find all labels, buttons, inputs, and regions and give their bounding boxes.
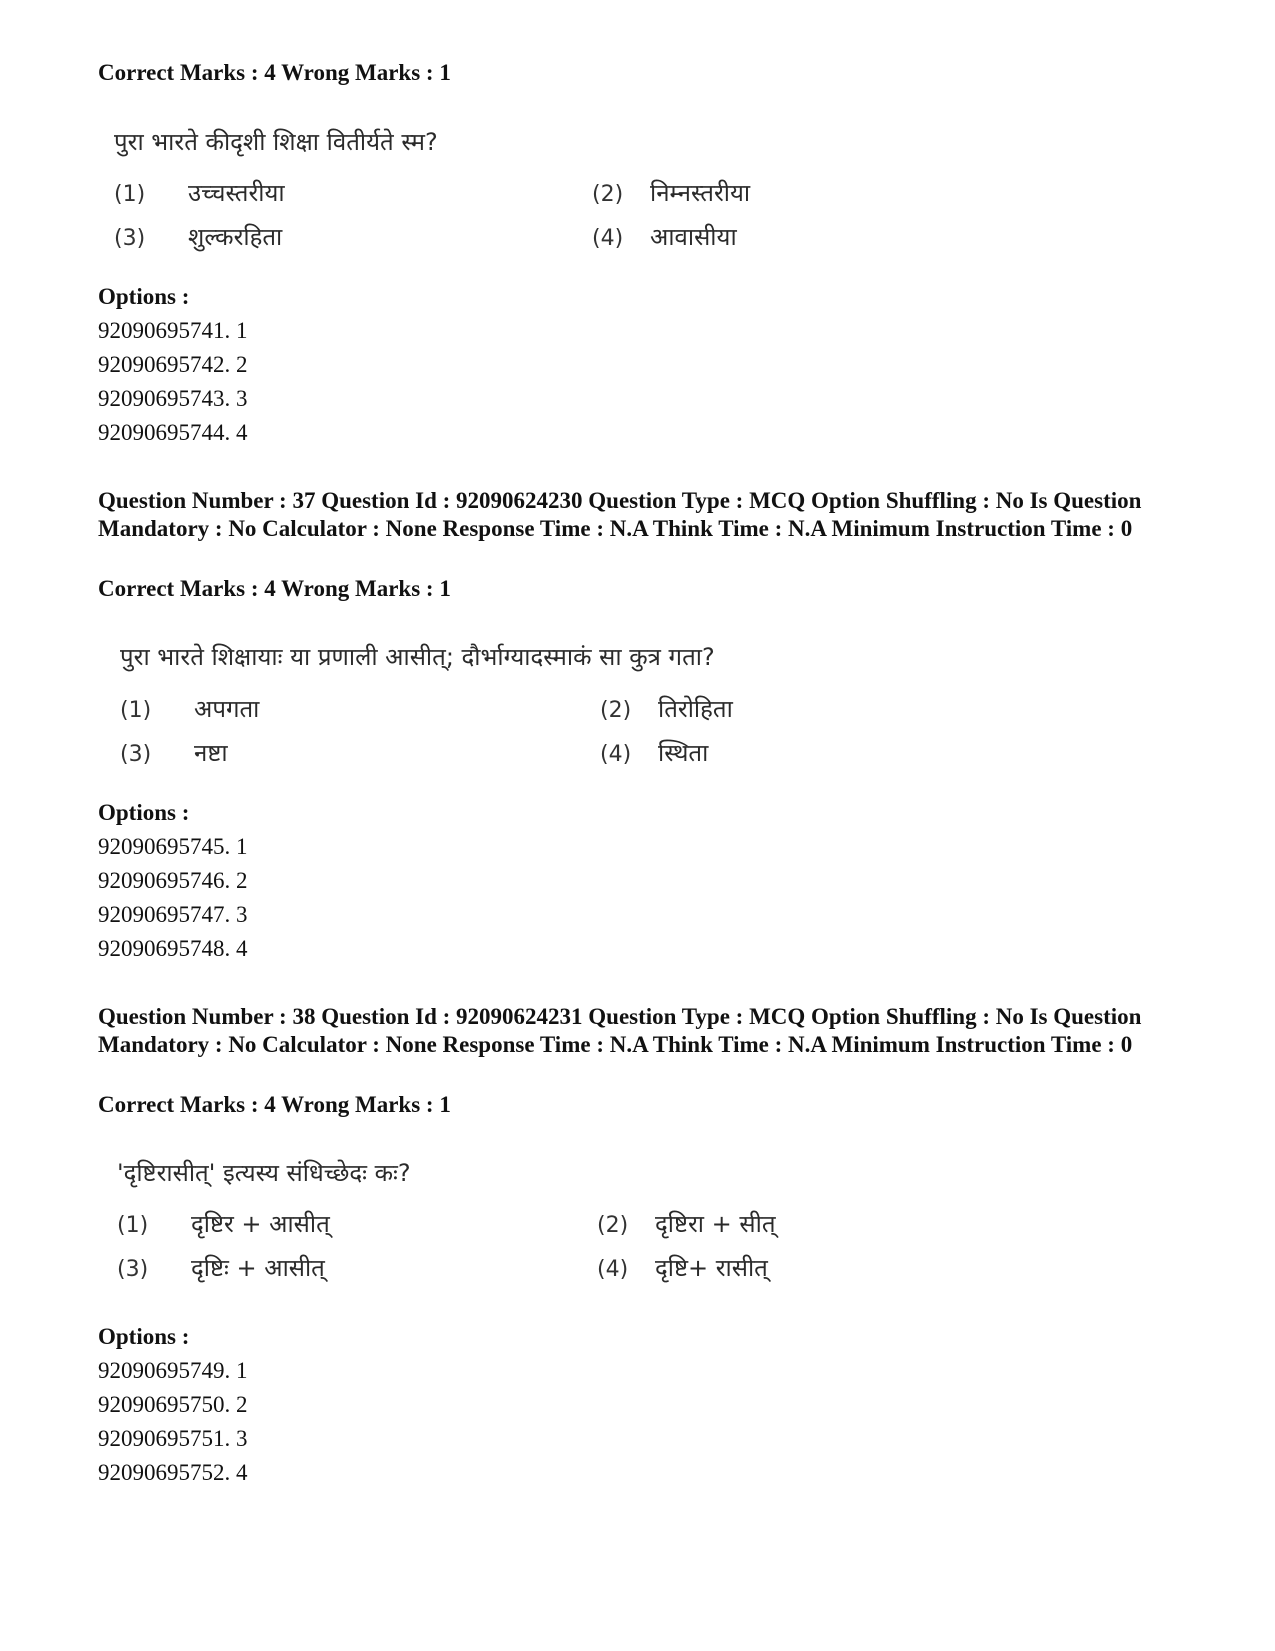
choice-item <box>117 1207 330 1240</box>
marks-line: Correct Marks : 4 Wrong Marks : 1 <box>98 576 451 601</box>
choice-number: (2) <box>600 698 632 723</box>
choice-text: शुल्करहिता <box>188 223 283 251</box>
choice-number: (4) <box>600 742 632 767</box>
choice-text: आवासीया <box>650 223 737 251</box>
option-line: 92090695752. 4 <box>98 1460 248 1485</box>
choice-text: स्थिता <box>658 739 709 767</box>
options-label: Options : <box>98 800 190 825</box>
option-line: 92090695742. 2 <box>98 352 248 377</box>
option-line: 92090695743. 3 <box>98 386 248 411</box>
choice-text: दृष्टिः + आसीत् <box>191 1254 325 1282</box>
marks-line: Correct Marks : 4 Wrong Marks : 1 <box>98 1092 451 1117</box>
option-line: 92090695741. 1 <box>98 318 248 343</box>
choice-number: (3) <box>120 742 152 767</box>
choice-text: दृष्टिर + आसीत् <box>191 1210 330 1238</box>
choice-text: तिरोहिता <box>658 695 733 723</box>
question-text: पुरा भारते शिक्षायाः या प्रणाली आसीत्; दौर्भाग्यादस्माकं सा कुत्र गता? <box>120 643 715 671</box>
option-line: 92090695748. 4 <box>98 936 248 961</box>
choice-item <box>597 1207 776 1240</box>
choice-number: (1) <box>114 182 146 207</box>
choice-item <box>597 1251 768 1284</box>
option-line: 92090695751. 3 <box>98 1426 248 1451</box>
choice-item <box>120 692 259 725</box>
choice-item <box>114 220 282 253</box>
choice-item <box>592 176 750 209</box>
choice-number: (1) <box>117 1213 149 1238</box>
choice-text: उच्चस्तरीया <box>188 179 285 207</box>
choice-text: नष्टा <box>194 739 228 767</box>
option-line: 92090695746. 2 <box>98 868 248 893</box>
question-text: 'दृष्टिरासीत्' इत्यस्य संधिच्छेदः कः? <box>117 1159 411 1187</box>
question-meta: Question Number : 38 Question Id : 92090624231 Question Type : MCQ Option Shuffling : No Is Question Mandatory : No Calculator : None Response Time : N.A Think Time : N.A Minimum Instruction Time : 0 <box>98 1004 1142 1057</box>
choice-text: दृष्टिरा + सीत् <box>655 1210 776 1238</box>
choice-number: (3) <box>114 226 146 251</box>
question-text: पुरा भारते कीदृशी शिक्षा वितीर्यते स्म? <box>114 128 438 156</box>
choice-number: (4) <box>597 1257 629 1282</box>
choice-item <box>120 736 228 769</box>
choice-item <box>592 220 737 253</box>
choice-item <box>117 1251 325 1284</box>
choice-item <box>600 736 708 769</box>
option-line: 92090695744. 4 <box>98 420 248 445</box>
options-label: Options : <box>98 284 190 309</box>
choice-number: (2) <box>592 182 624 207</box>
choice-text: दृष्टि+ रासीत् <box>655 1254 768 1282</box>
option-line: 92090695747. 3 <box>98 902 248 927</box>
choice-text: निम्नस्तरीया <box>650 179 751 207</box>
option-line: 92090695750. 2 <box>98 1392 248 1417</box>
option-line: 92090695745. 1 <box>98 834 248 859</box>
choice-item <box>114 176 285 209</box>
choice-number: (4) <box>592 226 624 251</box>
options-label: Options : <box>98 1324 190 1349</box>
choice-number: (2) <box>597 1213 629 1238</box>
option-line: 92090695749. 1 <box>98 1358 248 1383</box>
marks-line: Correct Marks : 4 Wrong Marks : 1 <box>98 60 451 85</box>
choice-number: (1) <box>120 698 152 723</box>
choice-number: (3) <box>117 1257 149 1282</box>
question-meta: Question Number : 37 Question Id : 92090624230 Question Type : MCQ Option Shuffling : No Is Question Mandatory : No Calculator : None Response Time : N.A Think Time : N.A Minimum Instruction Time : 0 <box>98 488 1142 541</box>
choice-item <box>600 692 733 725</box>
choice-text: अपगता <box>194 695 260 723</box>
